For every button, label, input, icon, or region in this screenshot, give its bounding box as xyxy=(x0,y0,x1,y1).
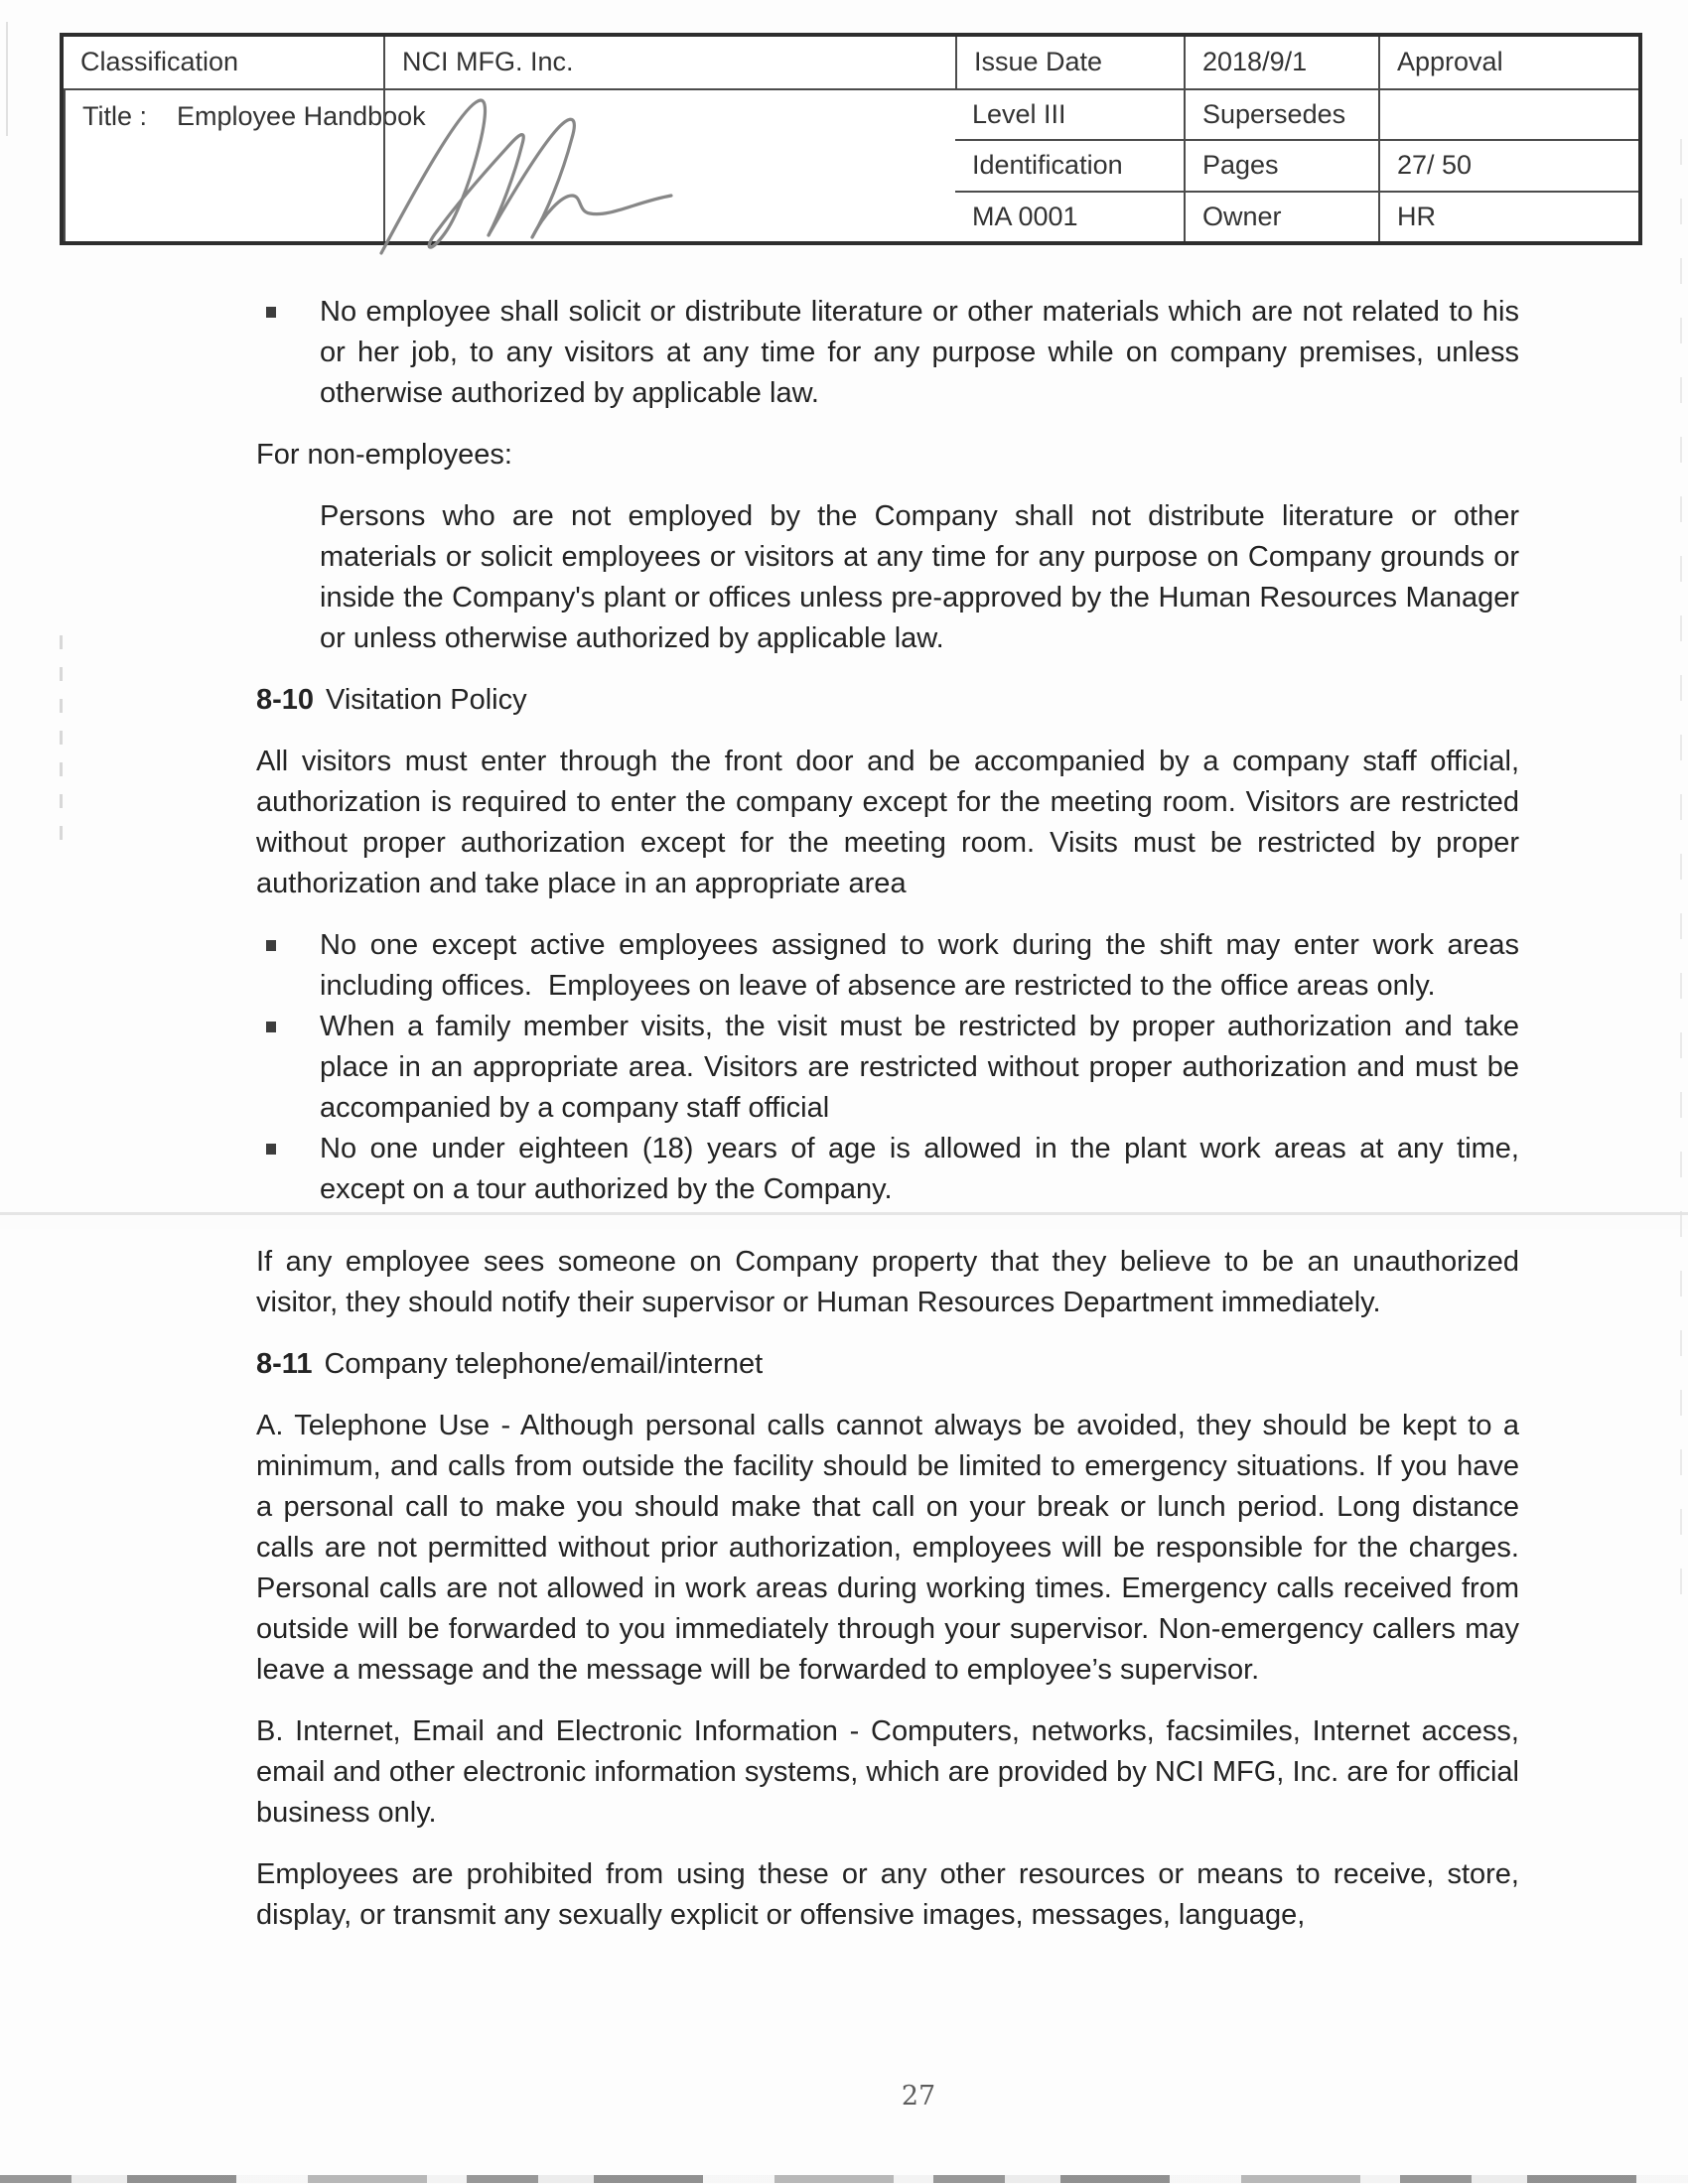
internet-email-paragraph: B. Internet, Email and Electronic Information - Computers, networks, facsimiles, Internet access, email and other electronic information systems, which are provided by NCI MFG, Inc. are for official business only. xyxy=(256,1715,1519,1829)
pages-value: 27/ 50 xyxy=(1378,139,1638,191)
identification-value: MA 0001 xyxy=(955,191,1184,242)
scan-artifact-left-edge xyxy=(6,22,8,136)
supersedes-value xyxy=(1378,88,1638,140)
bullet-square-icon xyxy=(266,1022,276,1032)
company-name: NCI MFG. Inc. xyxy=(383,37,955,88)
section-8-10-heading xyxy=(256,680,1519,721)
scan-artifact-right-edge xyxy=(1680,139,1682,1628)
section-title: Visitation Policy xyxy=(326,684,527,716)
document-header-table xyxy=(60,33,1642,245)
section-number: 8-11 xyxy=(256,1348,313,1380)
handwritten-signature-icon xyxy=(371,82,679,281)
issue-date-value: 2018/9/1 xyxy=(1184,37,1378,88)
title-label: Title : xyxy=(82,100,148,131)
owner-value: HR xyxy=(1378,191,1638,242)
scan-artifact-bottom-strip xyxy=(0,2175,1688,2183)
classification-label: Classification xyxy=(80,47,239,77)
solicitation-bullet-list xyxy=(256,292,1519,414)
page-body-text xyxy=(256,292,1519,1957)
list-item xyxy=(256,1007,1519,1129)
list-item xyxy=(256,925,1519,1007)
prohibited-use-paragraph: Employees are prohibited from using these or any other resources or means to receive, store, display, or transmit any sexually explicit or offensive images, messages, language, xyxy=(256,1858,1519,1931)
telephone-use-paragraph: A. Telephone Use - Although personal calls cannot always be avoided, they should be kept to a minimum, and calls from outside the facility should be limited to emergency situations. If you have a personal call to make you should make that call on your break or lunch period. Long distance calls are not permitted without prior authorization, employees will be responsible for the charges. Personal calls are not allowed in work areas during working times. Emergency calls received from outside will be forwarded to you immediately through your supervisor. Non-emergency callers may leave a message and the message will be forwarded to employee’s supervisor. xyxy=(256,1410,1519,1686)
issue-date-label: Issue Date xyxy=(955,37,1184,88)
section-8-11-heading xyxy=(256,1344,1519,1385)
document-title-cell xyxy=(64,88,426,242)
pages-label: Pages xyxy=(1184,139,1378,191)
for-non-employees-heading: For non-employees: xyxy=(256,439,512,471)
scan-artifact-left-smudge xyxy=(60,635,63,849)
bullet-square-icon xyxy=(266,1144,276,1155)
title-value: Employee Handbook xyxy=(177,100,426,131)
unauthorized-visitor-paragraph: If any employee sees someone on Company property that they believe to be an unauthorized visitor, they should notify their supervisor or Human Resources Department immediately. xyxy=(256,1246,1519,1318)
bullet-text: No one except active employees assigned to work during the shift may enter work areas including offices. Employees on leave of absence are restricted to the office areas only. xyxy=(320,929,1519,1002)
list-item xyxy=(256,292,1519,414)
bullet-square-icon xyxy=(266,307,276,318)
supersedes-label: Supersedes xyxy=(1184,88,1378,140)
owner-label: Owner xyxy=(1184,191,1378,242)
bullet-text: No employee shall solicit or distribute literature or other materials which are not related to his or her job, to any visitors at any time for any purpose while on company premises, unless otherwise authorized by applicable law. xyxy=(320,296,1519,409)
section-title: Company telephone/email/internet xyxy=(324,1348,764,1380)
approval-signature-cell xyxy=(383,88,955,242)
visitation-bullet-list xyxy=(256,925,1519,1210)
bullet-text: When a family member visits, the visit must be restricted by proper authorization and take place in an appropriate area. Visitors are restricted without proper authorization and must be accompanied by a company staff official xyxy=(320,1011,1519,1124)
non-employee-paragraph: Persons who are not employed by the Company shall not distribute literature or other materials or solicit employees or visitors at any time for any purpose on Company grounds or inside the Company's plant or offices unless pre-approved by the Human Resources Manager or unless otherwise authorized by applicable law. xyxy=(320,500,1519,654)
classification-value: Level III xyxy=(955,88,1184,140)
section-number: 8-10 xyxy=(256,684,315,716)
approval-label: Approval xyxy=(1378,37,1638,88)
bullet-text: No one under eighteen (18) years of age is allowed in the plant work areas at any time, except on a tour authorized by the Company. xyxy=(320,1133,1519,1205)
list-item xyxy=(256,1129,1519,1210)
bullet-square-icon xyxy=(266,940,276,951)
page-number: 27 xyxy=(901,2081,936,2112)
visitation-intro-paragraph: All visitors must enter through the front door and be accompanied by a company staff official, authorization is required to enter the company except for the meeting room. Visitors are restricted without proper authorization except for the meeting room. Visits must be restricted by proper authorization and take place in an appropriate area xyxy=(256,746,1519,899)
identification-label: Identification xyxy=(955,139,1184,191)
